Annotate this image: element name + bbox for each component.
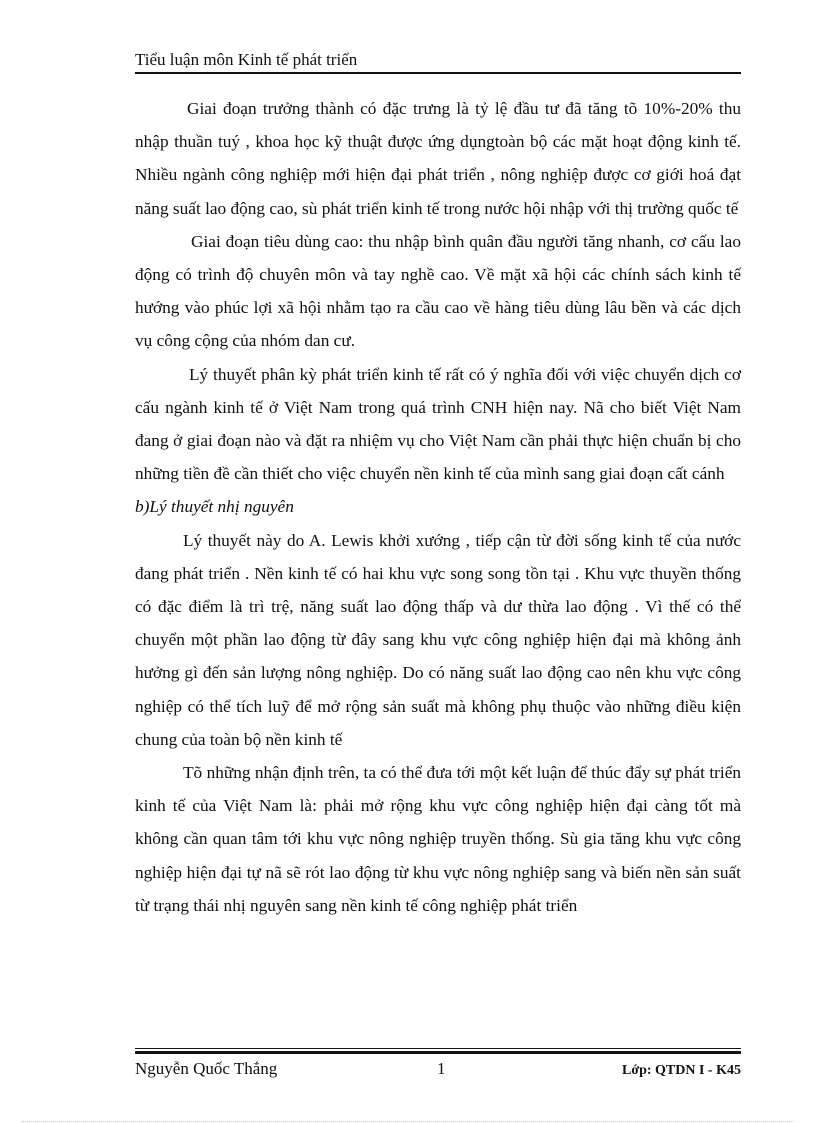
paragraph-dual-sector-theory: Lý thuyết này do A. Lewis khởi xướng , tiếp cận từ đời sống kinh tế của nước đang phát triển . Nền kinh tế có hai khu vực song song tồn tại . Khu vực thuyền thống có đặc điểm là trì trệ, năng suất lao động thấp và dư thừa lao động . Vì thế có thể chuyển một phần lao động từ đây sang khu vực công nghiệp hiện đại mà không ảnh hưởng gì đến sản lượng nông nghiệp. Do có năng suất lao động cao nên khu vực công nghiệp có thể tích luỹ để mở rộng sản suất mà không phụ thuộc vào những điều kiện chung của toàn bộ nền kinh tế [135, 530, 741, 749]
footer-class-label: Lớp: QTDN I - K45 [622, 1063, 741, 1078]
footer-rule-thin [135, 1048, 741, 1049]
footer-rule-thick [135, 1051, 741, 1054]
footer-row [135, 1058, 741, 1082]
page-edge-divider [22, 1121, 794, 1122]
header-title: Tiểu luận môn Kinh tế phát triển [135, 50, 358, 69]
paragraph-mature-stage: Giai đoạn trưởng thành có đặc trưng là tỷ lệ đầu tư đã tăng tõ 10%-20% thu nhập thuần tuý , khoa học kỹ thuật được ứng dụngtoàn bộ các mặt hoạt động kinh tế. Nhiều ngành công nghiệp mới hiện đại phát triển , nông nghiệp được cơ giới hoá đạt năng suất lao động cao, sù phát triển kinh tế trong nước hội nhập với thị trường quốc tế [135, 99, 741, 218]
document-body [135, 92, 741, 922]
section-subheading: b)Lý thuyết nhị nguyên [135, 497, 294, 517]
header-rule [135, 72, 741, 74]
paragraph-conclusion: Tõ những nhận định trên, ta có thể đưa tới một kết luận để thúc đẩy sự phát triển kinh tế của Việt Nam là: phải mở rộng khu vực công nghiệp hiện đại càng tốt mà không cần quan tâm tới khu vực nông nghiệp truyền thống. Sù gia tăng khu vực công nghiệp hiện đại tự nã sẽ rót lao động từ khu vực nông nghiệp sang và biến nền sản suất từ trạng thái nhị nguyên sang nền kinh tế công nghiệp phát triển [135, 763, 741, 915]
paragraph-stage-theory-significance: Lý thuyết phân kỳ phát triển kinh tế rất có ý nghĩa đối với việc chuyển dịch cơ cấu ngành kinh tế ở Việt Nam trong quá trình CNH hiện nay. Nã cho biết Việt Nam đang ở giai đoạn nào và đặt ra nhiệm vụ cho Việt Nam cần phải thực hiện chuẩn bị cho những tiền đề cần thiết cho việc chuyển nền kinh tế của mình sang giai đoạn cất cánh [135, 364, 741, 484]
paragraph-high-consumption-stage: Giai đoạn tiêu dùng cao: thu nhập bình quân đầu người tăng nhanh, cơ cấu lao động có trình độ chuyên môn và tay nghề cao. Về mặt xã hội các chính sách kinh tế hướng vào phúc lợi xã hội nhằm tạo ra cầu cao về hàng tiêu dùng lâu bền và các dịch vụ công cộng của nhóm dan cư. [135, 231, 741, 351]
page-header [135, 50, 741, 74]
page-footer [135, 1048, 741, 1082]
footer-author: Nguyễn Quốc Thắng [135, 1059, 278, 1078]
page-number: 1 [437, 1059, 446, 1078]
